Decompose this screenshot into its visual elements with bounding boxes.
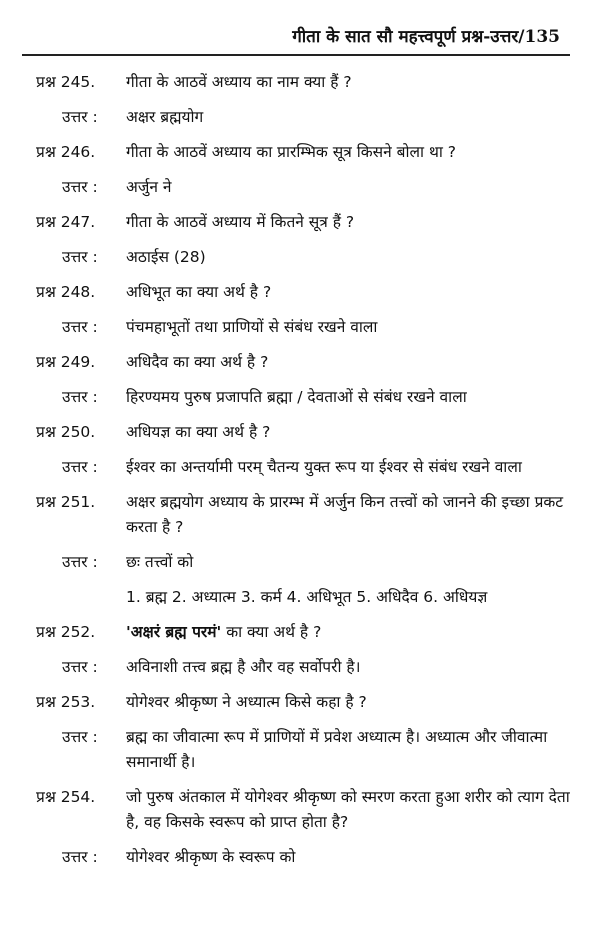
answer-label: उत्तर : [62, 388, 98, 406]
qa-list [0, 70, 600, 880]
answer-label: उत्तर : [62, 658, 98, 676]
question-label: प्रश्न 245. [36, 73, 96, 91]
question-label: प्रश्न 249. [36, 353, 96, 371]
header-rule [22, 54, 570, 56]
answer-text: पंचमहाभूतों तथा प्राणियों से संबंध रखने वाला [126, 318, 378, 336]
answer-text: अविनाशी तत्त्व ब्रह्म है और वह सर्वोपरी है। [126, 658, 361, 676]
question-text [126, 620, 570, 645]
question-row [0, 785, 600, 835]
question-text: अधिदैव का क्या अर्थ है ? [126, 353, 269, 371]
answer-row [0, 725, 600, 775]
answer-row [0, 105, 600, 130]
answer-text: छः तत्त्वों को [126, 553, 194, 571]
question-label: प्रश्न 250. [36, 423, 96, 441]
answer-row [0, 315, 600, 340]
question-text: गीता के आठवें अध्याय का नाम क्या हैं ? [126, 73, 352, 91]
answer-label: उत्तर : [62, 728, 98, 746]
answer-label: उत्तर : [62, 108, 98, 126]
answer-text: हिरण्यमय पुरुष प्रजापति ब्रह्मा / देवताओं से संबंध रखने वाला [126, 388, 467, 406]
answer-row [0, 455, 600, 480]
answer-text: ब्रह्म का जीवात्मा रूप में प्राणियों में प्रवेश अध्यात्म है। अध्यात्म और जीवात्मा समानार्थी है। [126, 728, 548, 771]
question-label: प्रश्न 254. [36, 788, 96, 806]
answer-label: उत्तर : [62, 178, 98, 196]
answer-label: उत्तर : [62, 848, 98, 866]
answer-list-text: 1. ब्रह्म 2. अध्यात्म 3. कर्म 4. अधिभूत 5. अधिदैव 6. अधियज्ञ [126, 588, 488, 606]
question-row [0, 690, 600, 715]
answer-label: उत्तर : [62, 318, 98, 336]
question-text: अधिभूत का क्या अर्थ है ? [126, 283, 272, 301]
question-text: अधियज्ञ का क्या अर्थ है ? [126, 423, 271, 441]
answer-label: उत्तर : [62, 248, 98, 266]
question-text-rest: का क्या अर्थ है ? [221, 623, 322, 641]
answer-row [0, 550, 600, 575]
question-label: प्रश्न 252. [36, 623, 96, 641]
question-row [0, 210, 600, 235]
question-row [0, 490, 600, 540]
answer-row [0, 655, 600, 680]
question-row [0, 420, 600, 445]
answer-text: अठाईस (28) [126, 248, 206, 266]
question-text: जो पुरुष अंतकाल में योगेश्वर श्रीकृष्ण को स्मरण करता हुआ शरीर को त्याग देता है, वह किसके स्वरूप को प्राप्त होता है? [126, 788, 570, 831]
question-row [0, 140, 600, 165]
answer-text: अर्जुन ने [126, 178, 172, 196]
question-label: प्रश्न 251. [36, 493, 96, 511]
question-label: प्रश्न 246. [36, 143, 96, 161]
answer-row [0, 845, 600, 870]
answer-label: उत्तर : [62, 458, 98, 476]
question-row [0, 280, 600, 305]
answer-text: ईश्वर का अन्तर्यामी परम् चैतन्य युक्त रूप या ईश्वर से संबंध रखने वाला [126, 458, 522, 476]
answer-list [0, 585, 600, 610]
answer-row [0, 245, 600, 270]
answer-row [0, 385, 600, 410]
answer-label: उत्तर : [62, 553, 98, 571]
question-label: प्रश्न 248. [36, 283, 96, 301]
question-row [0, 350, 600, 375]
running-header: गीता के सात सौ महत्त्वपूर्ण प्रश्न-उत्तर/135 [292, 27, 560, 47]
question-text: गीता के आठवें अध्याय में कितने सूत्र हैं ? [126, 213, 355, 231]
question-text: गीता के आठवें अध्याय का प्रारम्भिक सूत्र किसने बोला था ? [126, 143, 457, 161]
answer-row [0, 175, 600, 200]
question-label: प्रश्न 247. [36, 213, 96, 231]
answer-text: योगेश्वर श्रीकृष्ण के स्वरूप को [126, 848, 296, 866]
question-term: 'अक्षरं ब्रह्म परमं' [126, 623, 222, 641]
question-row [0, 620, 600, 645]
question-text: योगेश्वर श्रीकृष्ण ने अध्यात्म किसे कहा है ? [126, 693, 367, 711]
question-row [0, 70, 600, 95]
question-label: प्रश्न 253. [36, 693, 96, 711]
answer-text: अक्षर ब्रह्मयोग [126, 108, 204, 126]
question-text: अक्षर ब्रह्मयोग अध्याय के प्रारम्भ में अर्जुन किन तत्त्वों को जानने की इच्छा प्रकट करता है ? [126, 493, 564, 536]
